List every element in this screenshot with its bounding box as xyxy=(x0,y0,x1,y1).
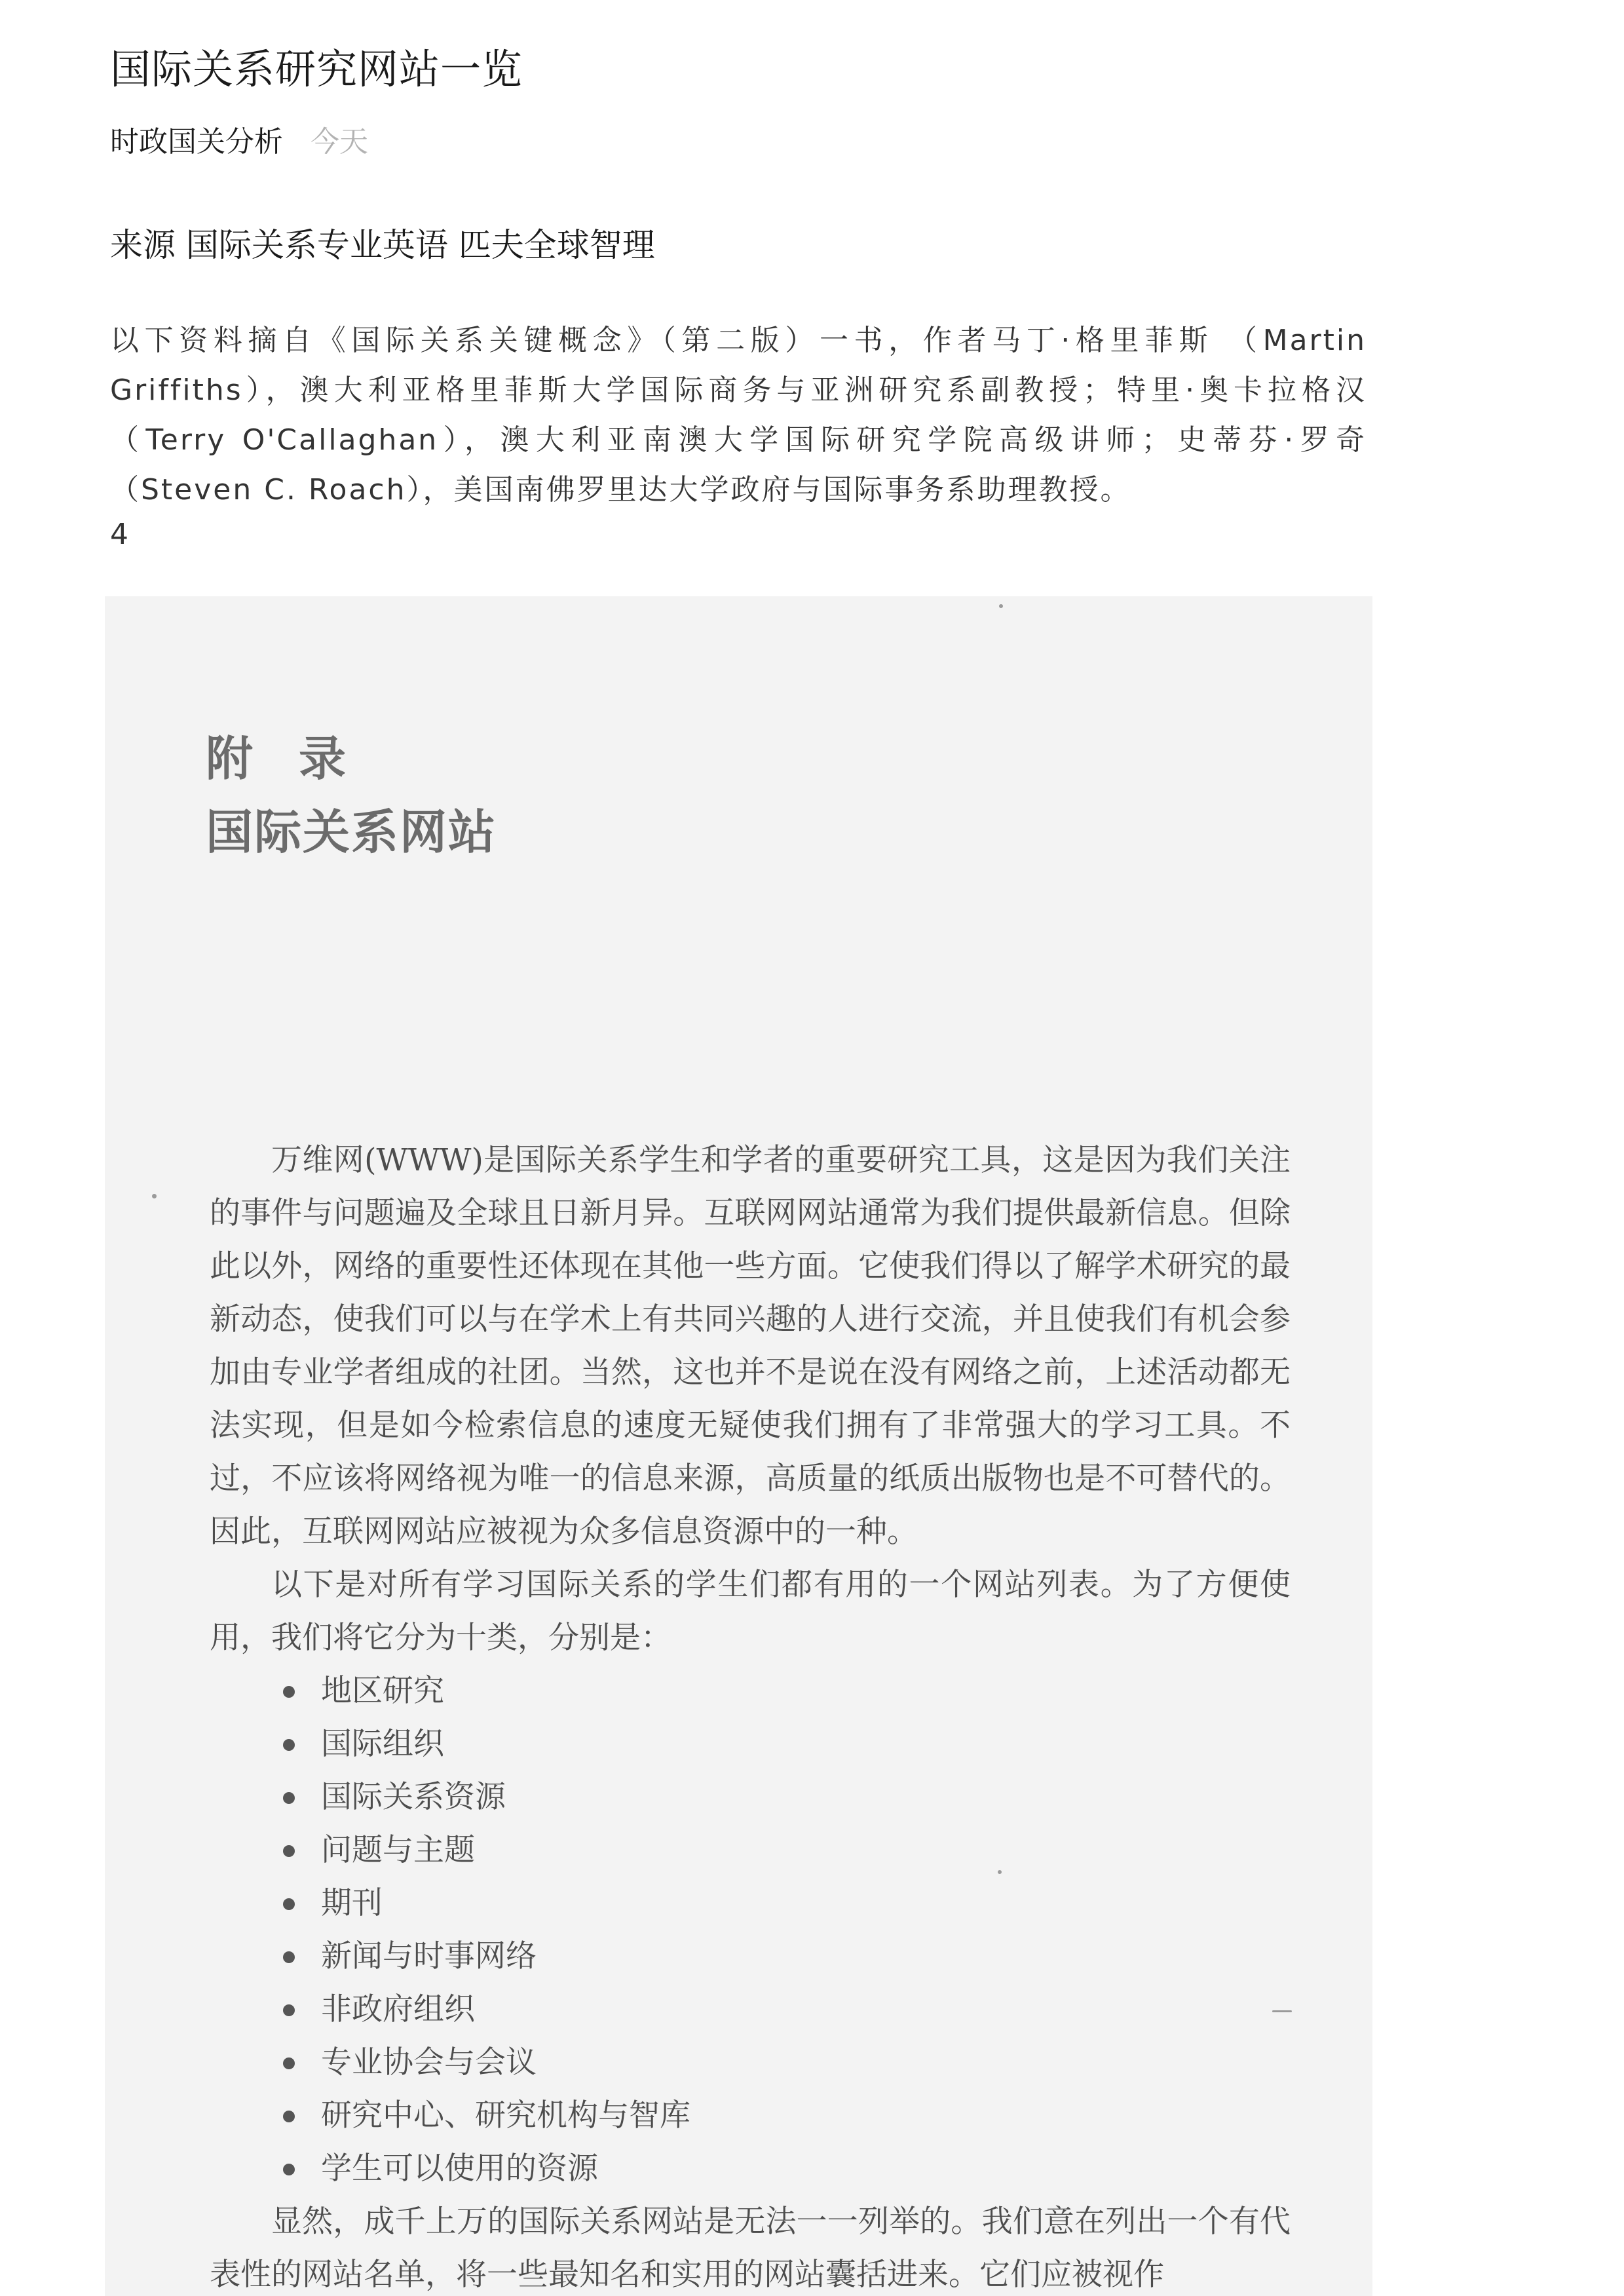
bullet-icon xyxy=(283,2111,295,2122)
bullet-icon xyxy=(283,1686,295,1698)
list-item: 期刊 xyxy=(283,1877,1291,1930)
list-item: 问题与主题 xyxy=(283,1824,1291,1877)
list-item: 学生可以使用的资源 xyxy=(283,2142,1291,2195)
publish-date: 今天 xyxy=(311,125,368,159)
scanned-body-text xyxy=(210,1134,1291,2296)
list-item: 地区研究 xyxy=(283,1664,1291,1717)
section-number: 4 xyxy=(110,518,128,551)
intro-paragraph: 以下资料摘自《国际关系关键概念》（第二版）一书，作者马丁·格里菲斯 （Martin Griffiths），澳大利亚格里菲斯大学国际商务与亚洲研究系副教授；特里·奥卡拉格汉（Terry O'Callaghan），澳大利亚南澳大学国际研究学院高级讲师；史蒂芬·罗奇（Steven C. Roach），美国南佛罗里达大学政府与国际事务系助理教授。 xyxy=(110,324,1367,507)
scan-paragraph-1: 万维网(WWW)是国际关系学生和学者的重要研究工具，这是因为我们关注的事件与问题遍及全球且日新月异。互联网网站通常为我们提供最新信息。但除此以外，网络的重要性还体现在其他一些方面。它使我们得以了解学术研究的最新动态，使我们可以与在学术上有共同兴趣的人进行交流，并且使我们有机会参加由专业学者组成的社团。当然，这也并不是说在没有网络之前，上述活动都无法实现，但是如今检索信息的速度无疑使我们拥有了非常强大的学习工具。不过，不应该将网络视为唯一的信息来源，高质量的纸质出版物也是不可替代的。因此，互联网网站应被视为众多信息资源中的一种。 xyxy=(210,1142,1291,1550)
list-item: 非政府组织 xyxy=(283,1983,1291,2036)
scanned-page-image xyxy=(105,596,1372,2296)
bullet-icon xyxy=(283,1898,295,1910)
source-line: 来源 国际关系专业英语 匹夫全球智理 xyxy=(110,226,655,264)
list-item: 新闻与时事网络 xyxy=(283,1930,1291,1983)
article-title: 国际关系研究网站一览 xyxy=(110,45,523,93)
bullet-icon xyxy=(283,1792,295,1804)
category-list xyxy=(210,1664,1291,2195)
bullet-icon xyxy=(283,1951,295,1963)
scan-paragraph-3: 显然，成千上万的国际关系网站是无法一一列举的。我们意在列出一个有代表性的网站名单，将一些最知名和实用的网站囊括进来。它们应被视作 xyxy=(210,2204,1291,2293)
bullet-icon xyxy=(283,2164,295,2175)
bullet-icon xyxy=(283,2004,295,2016)
bullet-icon xyxy=(283,1739,295,1751)
article-meta xyxy=(110,118,368,160)
account-name-link[interactable]: 时政国关分析 xyxy=(110,125,283,159)
list-item: 研究中心、研究机构与智库 xyxy=(283,2089,1291,2142)
appendix-heading: 附录 xyxy=(206,731,392,786)
scan-paragraph-2: 以下是对所有学习国际关系的学生们都有用的一个网站列表。为了方便使用，我们将它分为十类，分别是： xyxy=(210,1567,1291,1656)
appendix-subheading: 国际关系网站 xyxy=(206,805,497,860)
list-item: 专业协会与会议 xyxy=(283,2036,1291,2089)
list-item: 国际关系资源 xyxy=(283,1770,1291,1824)
bullet-icon xyxy=(283,1845,295,1857)
bullet-icon xyxy=(283,2057,295,2069)
list-item: 国际组织 xyxy=(283,1717,1291,1770)
